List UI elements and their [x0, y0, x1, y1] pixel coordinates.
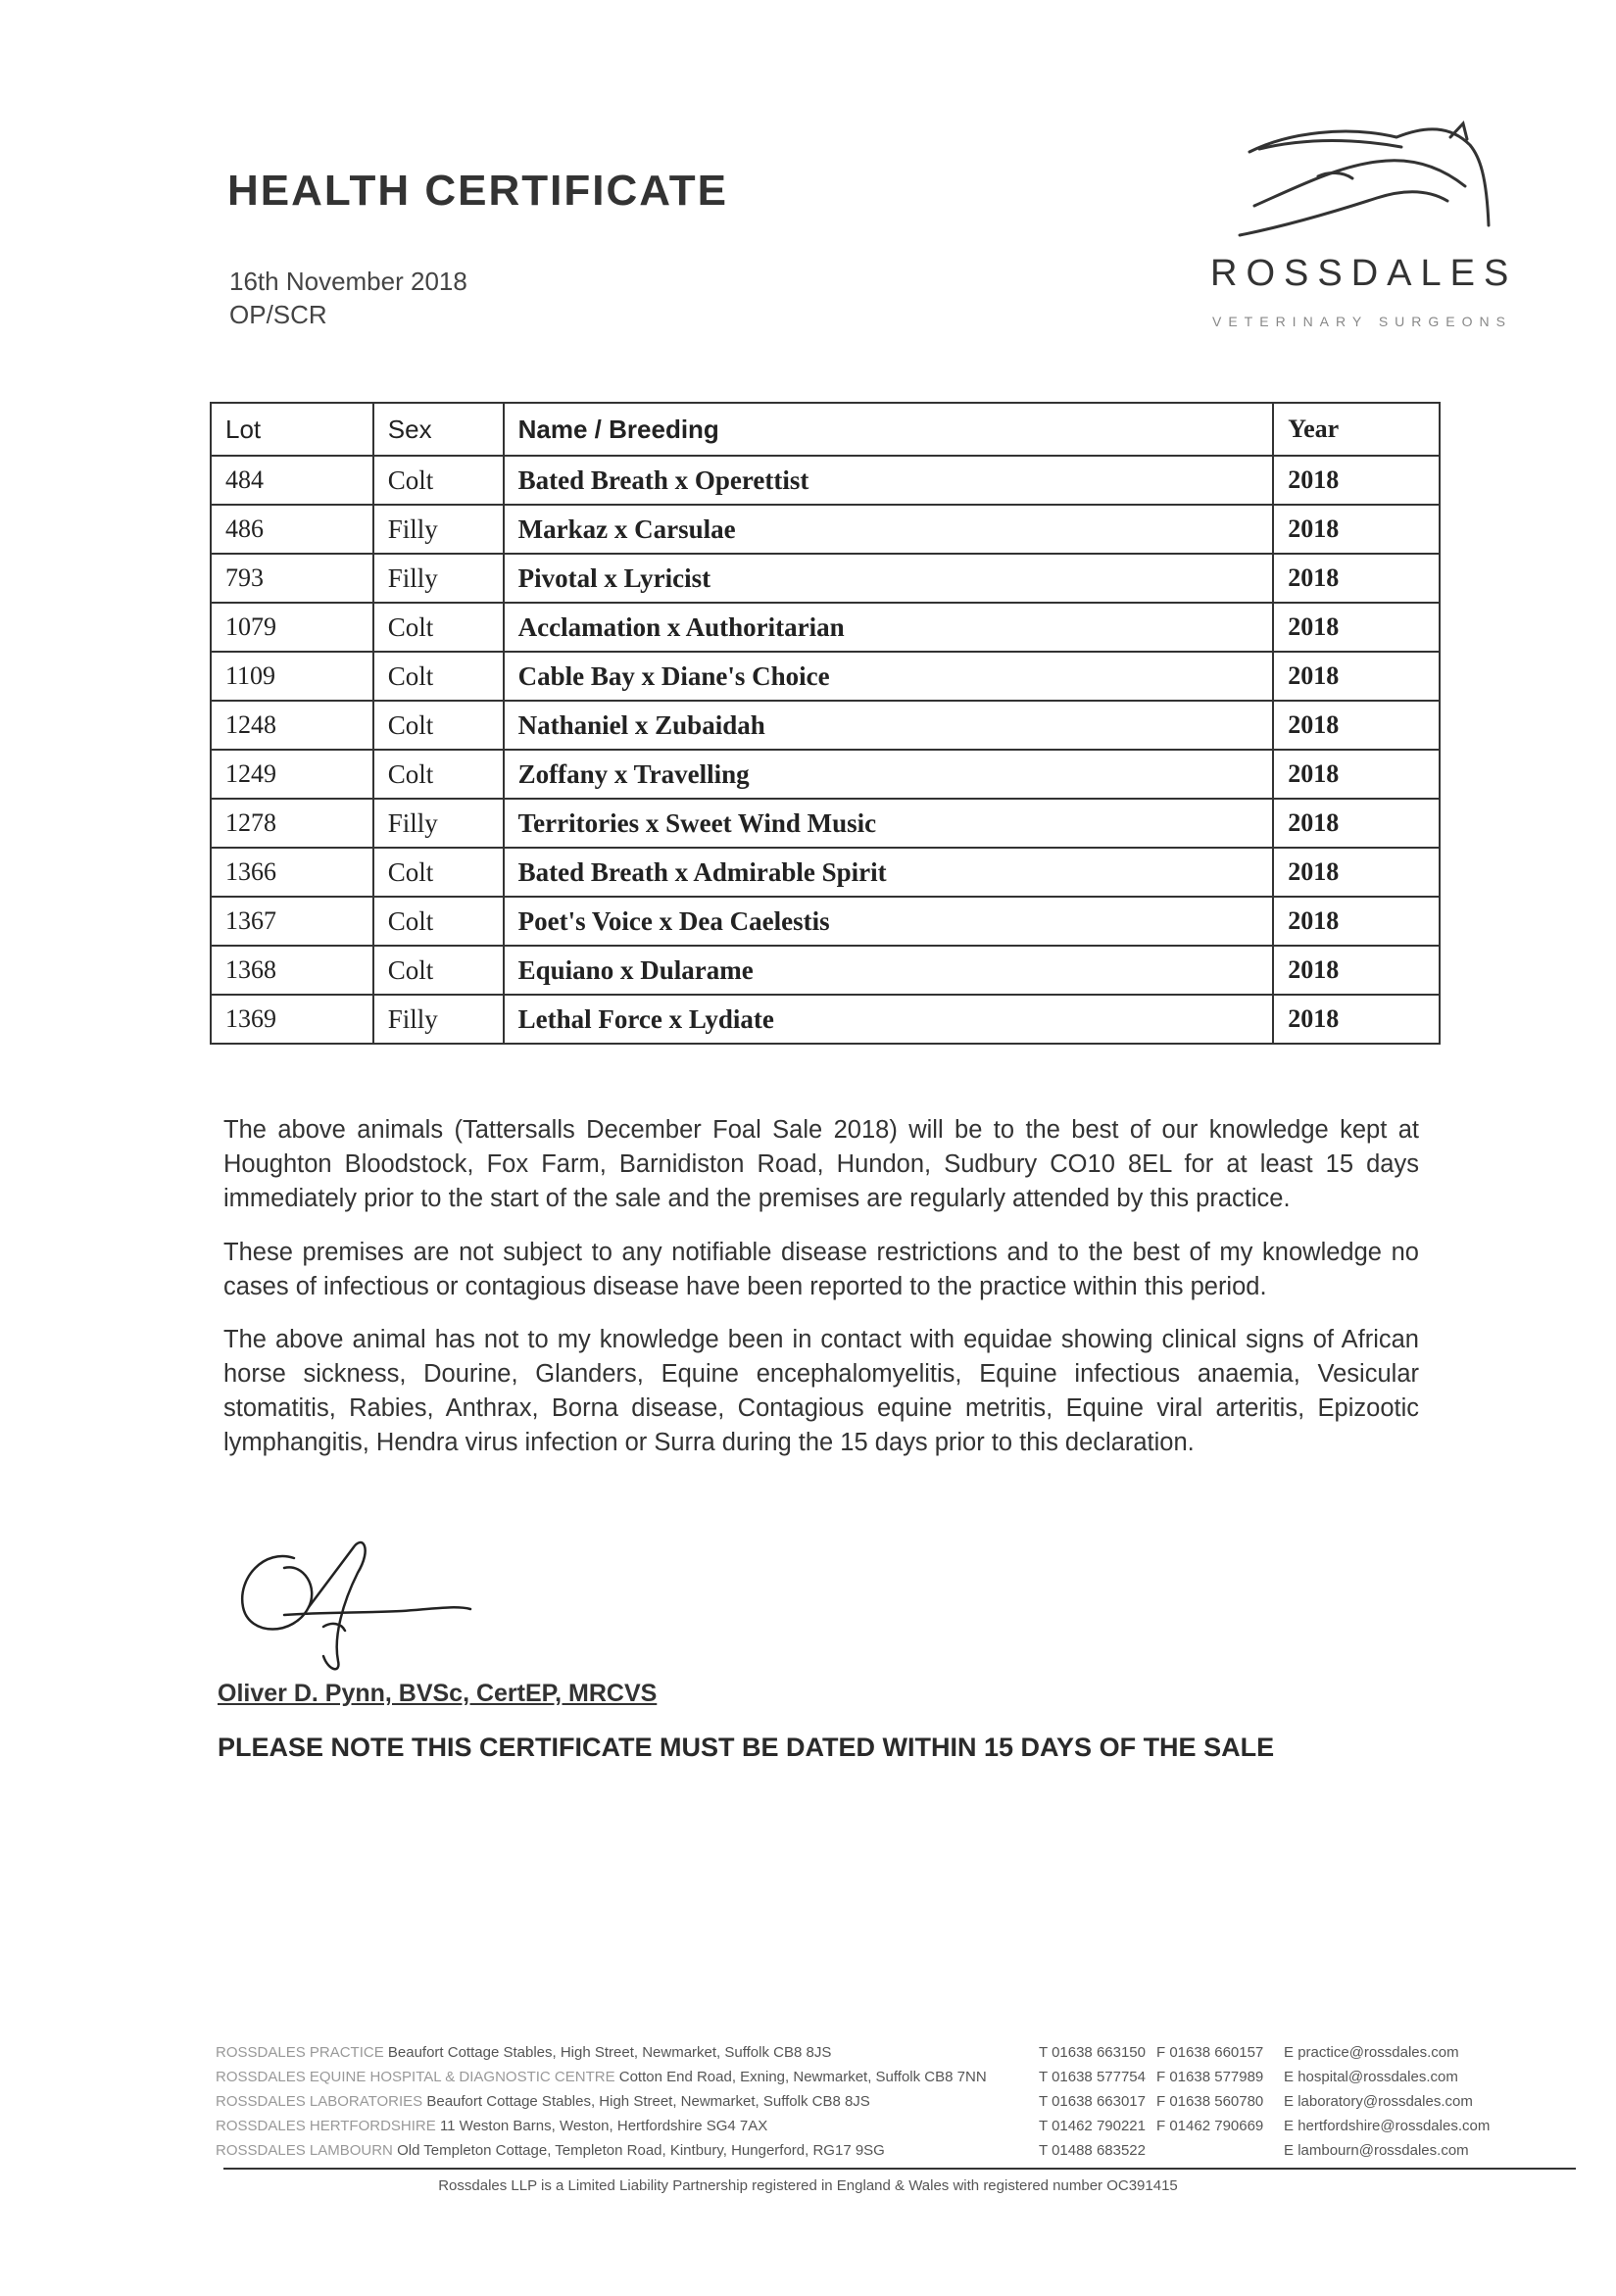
table-row — [211, 505, 1440, 554]
sex-cell: Colt — [373, 652, 504, 701]
office-label: ROSSDALES LABORATORIES — [216, 2093, 423, 2110]
sex-cell: Colt — [373, 456, 504, 505]
breeding-cell: Equiano x Dularame — [504, 946, 1274, 995]
sex-column-header: Sex — [373, 403, 504, 456]
table-row — [211, 946, 1440, 995]
office-fax: 01462 790669 — [1169, 2118, 1264, 2134]
year-cell: 2018 — [1273, 750, 1440, 799]
office-email[interactable]: hospital@rossdales.com — [1298, 2069, 1458, 2085]
breeding-cell: Acclamation x Authoritarian — [504, 603, 1274, 652]
office-tel: 01462 790221 — [1052, 2118, 1146, 2134]
table-row — [211, 799, 1440, 848]
footer-office-row: ROSSDALES PRACTICE Beaufort Cottage Stables, High Street, Newmarket, Suffolk CB8 8JS T 01638 663150 F 01638 660157 E practice@rossdales.com — [216, 2044, 1459, 2061]
office-address: Beaufort Cottage Stables, High Street, Newmarket, Suffolk CB8 8JS — [387, 2044, 832, 2061]
lots-table — [210, 402, 1441, 1045]
sex-cell: Filly — [373, 505, 504, 554]
office-label: ROSSDALES LAMBOURN — [216, 2142, 393, 2159]
year-cell: 2018 — [1273, 848, 1440, 897]
breeding-cell: Nathaniel x Zubaidah — [504, 701, 1274, 750]
office-email[interactable]: practice@rossdales.com — [1298, 2044, 1459, 2061]
office-email[interactable]: laboratory@rossdales.com — [1298, 2093, 1473, 2110]
office-address: Cotton End Road, Exning, Newmarket, Suffolk CB8 7NN — [618, 2069, 987, 2085]
sex-cell: Colt — [373, 603, 504, 652]
year-cell: 2018 — [1273, 897, 1440, 946]
lot-number: 1278 — [211, 799, 373, 848]
lot-number: 1109 — [211, 652, 373, 701]
year-cell: 2018 — [1273, 701, 1440, 750]
brand-name: ROSSDALES — [1210, 253, 1518, 294]
lot-number: 486 — [211, 505, 373, 554]
year-cell: 2018 — [1273, 946, 1440, 995]
year-cell: 2018 — [1273, 799, 1440, 848]
sex-cell: Filly — [373, 995, 504, 1044]
breeding-cell: Bated Breath x Admirable Spirit — [504, 848, 1274, 897]
office-email[interactable]: lambourn@rossdales.com — [1298, 2142, 1469, 2159]
lot-number: 1249 — [211, 750, 373, 799]
sex-cell: Filly — [373, 799, 504, 848]
office-address: Old Templeton Cottage, Templeton Road, Kintbury, Hungerford, RG17 9SG — [397, 2142, 885, 2159]
breeding-cell: Poet's Voice x Dea Caelestis — [504, 897, 1274, 946]
certificate-notice: PLEASE NOTE THIS CERTIFICATE MUST BE DATED WITHIN 15 DAYS OF THE SALE — [218, 1733, 1275, 1762]
table-header-row — [211, 403, 1440, 456]
year-cell: 2018 — [1273, 603, 1440, 652]
office-label: ROSSDALES PRACTICE — [216, 2044, 384, 2061]
footer-divider — [223, 2168, 1576, 2170]
lot-number: 1079 — [211, 603, 373, 652]
footer-contacts — [216, 2040, 1519, 2163]
table-row — [211, 848, 1440, 897]
table-row — [211, 652, 1440, 701]
office-tel: 01638 663150 — [1052, 2044, 1146, 2061]
legal-notice: Rossdales LLP is a Limited Liability Partnership registered in England & Wales with registered number OC391415 — [438, 2177, 1178, 2194]
office-fax: 01638 660157 — [1169, 2044, 1264, 2061]
sex-cell: Colt — [373, 897, 504, 946]
office-label: ROSSDALES EQUINE HOSPITAL & DIAGNOSTIC CENTRE — [216, 2069, 615, 2085]
office-tel: 01488 683522 — [1052, 2142, 1146, 2159]
signatory-name: Oliver D. Pynn, BVSc, CertEP, MRCVS — [218, 1680, 658, 1707]
breeding-cell: Zoffany x Travelling — [504, 750, 1274, 799]
breeding-cell: Lethal Force x Lydiate — [504, 995, 1274, 1044]
lot-number: 1367 — [211, 897, 373, 946]
lot-number: 1369 — [211, 995, 373, 1044]
breeding-cell: Bated Breath x Operettist — [504, 456, 1274, 505]
sale-premises-paragraph: The above animals (Tattersalls December Foal Sale 2018) will be to the best of our knowledge kept at Houghton Bloodstock, Fox Farm, Barnidiston Road, Hundon, Sudbury CO10 8EL for at least 15 days immediately prior to the start of the sale and the premises are regularly attended by this practice. — [223, 1116, 1419, 1212]
year-cell: 2018 — [1273, 995, 1440, 1044]
horse-logo-icon — [1230, 118, 1494, 245]
sex-cell: Colt — [373, 750, 504, 799]
document-date: 16th November 2018 — [229, 267, 467, 296]
sex-cell: Colt — [373, 848, 504, 897]
document-title: HEALTH CERTIFICATE — [227, 167, 728, 215]
table-row — [211, 995, 1440, 1044]
footer-office-row: ROSSDALES LABORATORIES Beaufort Cottage Stables, High Street, Newmarket, Suffolk CB8 8JS T 01638 663017 F 01638 560780 E laboratory@rossdales.com — [216, 2093, 1473, 2110]
footer-office-row: ROSSDALES LAMBOURN Old Templeton Cottage, Templeton Road, Kintbury, Hungerford, RG17 9SG T 01488 683522 E lambourn@rossdales.com — [216, 2142, 1469, 2159]
sex-cell: Filly — [373, 554, 504, 603]
breeding-cell: Pivotal x Lyricist — [504, 554, 1274, 603]
sex-cell: Colt — [373, 946, 504, 995]
footer-office-row: ROSSDALES EQUINE HOSPITAL & DIAGNOSTIC CENTRE Cotton End Road, Exning, Newmarket, Suffolk CB8 7NN T 01638 577754 F 01638 577989 E hospital@rossdales.com — [216, 2069, 1458, 2085]
year-cell: 2018 — [1273, 505, 1440, 554]
document-reference: OP/SCR — [229, 300, 327, 329]
lot-number: 1368 — [211, 946, 373, 995]
handwritten-signature — [225, 1529, 480, 1681]
office-email[interactable]: hertfordshire@rossdales.com — [1298, 2118, 1491, 2134]
breeding-cell: Markaz x Carsulae — [504, 505, 1274, 554]
lot-number: 484 — [211, 456, 373, 505]
office-address: Beaufort Cottage Stables, High Street, Newmarket, Suffolk CB8 8JS — [426, 2093, 870, 2110]
breeding-cell: Cable Bay x Diane's Choice — [504, 652, 1274, 701]
lot-column-header: Lot — [211, 403, 373, 456]
disease-restrictions-paragraph: These premises are not subject to any notifiable disease restrictions and to the best of my knowledge no cases of infectious or contagious disease have been reported to the practice within this period. — [223, 1239, 1419, 1300]
breeding-cell: Territories x Sweet Wind Music — [504, 799, 1274, 848]
footer-office-row: ROSSDALES HERTFORDSHIRE 11 Weston Barns, Weston, Hertfordshire SG4 7AX T 01462 790221 F 01462 790669 E hertfordshire@rossdales.com — [216, 2118, 1491, 2134]
lot-number: 1366 — [211, 848, 373, 897]
table-row — [211, 554, 1440, 603]
table-row — [211, 897, 1440, 946]
office-fax: 01638 560780 — [1169, 2093, 1264, 2110]
table-row — [211, 750, 1440, 799]
office-tel: 01638 577754 — [1052, 2069, 1146, 2085]
clinical-signs-declaration-paragraph: The above animal has not to my knowledge been in contact with equidae showing clinical signs of African horse sickness, Dourine, Glanders, Equine encephalomyelitis, Equine infectious anaemia, Vesicular stomatitis, Rabies, Anthrax, Borna disease, Contagious equine metritis, Equine viral arteritis, Epizootic lymphangitis, Hendra virus infection or Surra during the 15 days prior to this declaration. — [223, 1326, 1419, 1456]
lot-number: 1248 — [211, 701, 373, 750]
office-label: ROSSDALES HERTFORDSHIRE — [216, 2118, 436, 2134]
table-row — [211, 456, 1440, 505]
table-row — [211, 603, 1440, 652]
office-tel: 01638 663017 — [1052, 2093, 1146, 2110]
year-column-header: Year — [1273, 403, 1440, 456]
lot-number: 793 — [211, 554, 373, 603]
office-fax: 01638 577989 — [1169, 2069, 1264, 2085]
brand-tagline: VETERINARY SURGEONS — [1212, 314, 1512, 329]
year-cell: 2018 — [1273, 652, 1440, 701]
year-cell: 2018 — [1273, 456, 1440, 505]
office-address: 11 Weston Barns, Weston, Hertfordshire SG4 7AX — [439, 2118, 768, 2134]
rossdales-logo — [1210, 118, 1518, 343]
name-column-header: Name / Breeding — [504, 403, 1274, 456]
sex-cell: Colt — [373, 701, 504, 750]
table-row — [211, 701, 1440, 750]
year-cell: 2018 — [1273, 554, 1440, 603]
